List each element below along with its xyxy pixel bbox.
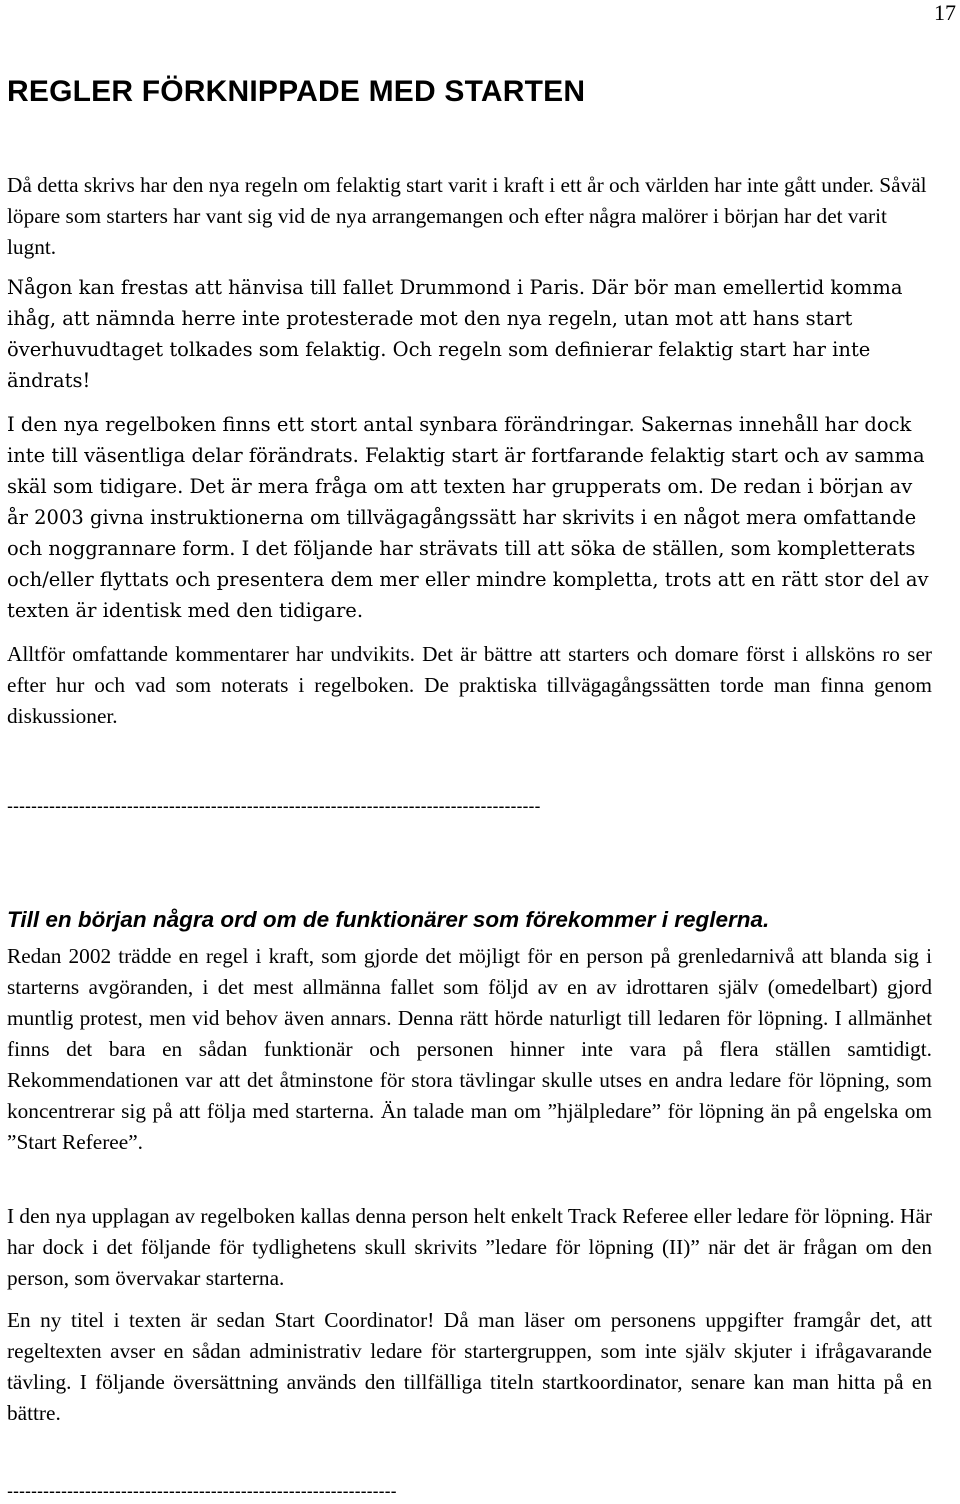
section-heading: Till en början några ord om de funktionärer som förekommer i reglerna. <box>7 907 770 932</box>
paragraph-start-coordinator: En ny titel i texten är sedan Start Coordinator! Då man läser om personens uppgifter framgår det, att regeltexten avser en sådan administrativ ledare för startergruppen, som inte själv skjuter i ifrågavarande tävling. I följande översättning används den tillfälliga titeln startkoordinator, senare kan man hitta på en bättre. <box>7 1308 932 1425</box>
paragraph-intro: Då detta skrivs har den nya regeln om felaktig start varit i kraft i ett år och världen har inte gått under. Såväl löpare som starters har vant sig vid de nya arrangemangen och efter några malörer i början har det varit lugnt. <box>7 173 927 259</box>
paragraph-changes: I den nya regelboken finns ett stort antal synbara förändringar. Sakernas innehåll har dock inte till väsentliga delar förändrats. Felaktig start är fortfarande felaktig start och av samma skäl som tidigare. Det är mera fråga om att texten har grupperats om. De redan i början av år 2003 givna instruktionerna om tillvägagångssätt har skrivits i en något mera omfattande och noggrannare form. I det följande har strävats till att söka de ställen, som kompletterats och/eller flyttats och presentera dem mer eller mindre kompletta, trots att en rätt stor del av texten är identisk med den tidigare. <box>7 413 929 622</box>
page-title: REGLER FÖRKNIPPADE MED STARTEN <box>7 75 586 108</box>
paragraph-comments: Alltför omfattande kommentarer har undvikits. Det är bättre att starters och domare först i allsköns ro ser efter hur och vad som noterats i regelboken. De praktiska tillvägagångssätten torde man finna genom diskussioner. <box>7 642 932 728</box>
separator-line-bottom: ----------------------------------------------------------------- <box>7 1481 397 1501</box>
separator-line: ----------------------------------------------------------------------------------------- <box>7 796 541 816</box>
page-number: 17 <box>934 0 956 25</box>
paragraph-drummond: Någon kan frestas att hänvisa till fallet Drummond i Paris. Där bör man emellertid komma ihåg, att nämnda herre inte protesterade mot den nya regeln, utan mot att hans start överhuvudtaget tolkades som felaktig. Och regeln som definierar felaktig start har inte ändrats! <box>7 276 903 392</box>
paragraph-officials: Redan 2002 trädde en regel i kraft, som gjorde det möjligt för en person på grenledarnivå att blanda sig i starterns avgöranden, i det mest allmänna fallet som följd av en av idrottaren själv (omedelbart) gjord muntlig protest, men vid behov även annars. Denna rätt hörde naturligt till ledaren för löpning. I allmänhet finns det bara en sådan funktionär och personen hinner inte vara på flera ställen samtidigt. Rekommendationen var att det åtminstone för stora tävlingar skulle utses en andra ledare för löpning, som koncentrerar sig på att följa med starterna. Än talade man om ”hjälpledare” för löpning än på engelska om ”Start Referee”. <box>7 944 932 1154</box>
paragraph-track-referee: I den nya upplagan av regelboken kallas denna person helt enkelt Track Referee eller ledare för löpning. Här har dock i det följande för tydlighetens skull skrivits ”ledare för löpning (II)” när det är frågan om den person, som övervakar starterna. <box>7 1204 932 1290</box>
